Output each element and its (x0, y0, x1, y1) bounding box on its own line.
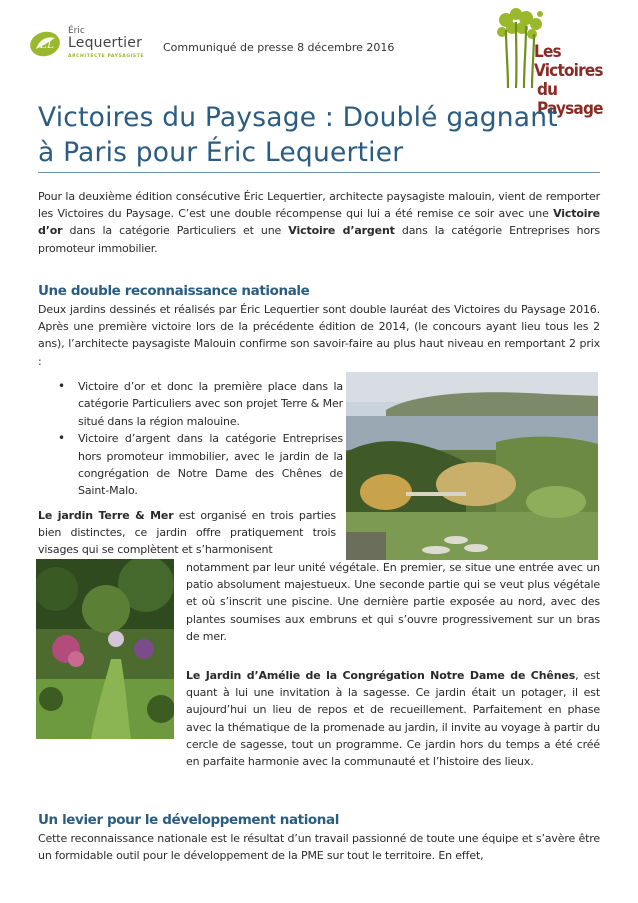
jardin-amelie-photo (36, 559, 174, 739)
logo-eric-text: Éric (68, 26, 85, 36)
lequertier-logo (28, 24, 153, 68)
svg-text:EL: EL (40, 40, 54, 51)
logo-subtitle: ARCHITECTE PAYSAGISTE (68, 54, 145, 59)
terre-et-mer-garden-photo (346, 372, 598, 560)
terre-et-mer-paragraph-cont: notamment par leur unité végétale. En premier, se situe une entrée avec un patio absolument majestueux. Une seconde partie qui se veut plus végétale et où s’inscrit une piscine. Une dernière partie exposée au nord, avec des plantes soumises aux embruns et qui s’ouvre progressivement sur un bras de mer. (186, 561, 600, 643)
victoires-du-paysage-logo (496, 8, 624, 119)
list-item: • Victoire d’argent dans la catégorie Entreprises hors promoteur immobilier, avec le jardin de la congrégation de Notre Dame des Chênes de Saint-Malo. (58, 430, 343, 500)
press-release-date: Communiqué de presse 8 décembre 2016 (163, 41, 395, 54)
logo-victoires-text: Les Victoires du Paysage (534, 42, 603, 119)
intro-paragraph: Pour la deuxième édition consécutive Éric Lequertier, architecte paysagiste malouin, vient de remporter les Victoires du Paysage. C’est une double récompense qui lui a été remise ce soir avec une Victoire d’or dans la catégorie Particuliers et une Victoire d’argent dans la catégorie Entreprises hors promoteur immobilier. (38, 190, 600, 255)
jardin-amelie-paragraph: Le Jardin d’Amélie de la Congrégation Notre Dame de Chênes, est quant à lui une invitation à la sagesse. Ce jardin était un potager, il est aujourd’hui un lieu de repos et de recueillement. Parfaitement en phase avec la thématique de la promenade au jardin, il invite au voyage à partir du cercle de sagesse, tout un programme. Ce jardin hors du temps a été créé en parfaite harmonie avec la communauté et l’histoire des lieux. (186, 669, 600, 769)
page-title: Victoires du Paysage : Doublé gagnant à Paris pour Éric Lequertier (38, 102, 558, 168)
leaf-logo-icon (28, 30, 62, 58)
prize-list (58, 378, 343, 500)
section1-paragraph: Deux jardins dessinés et réalisés par Éric Lequertier sont double lauréat des Victoires du Paysage 2016. Après une première victoire lors de la précédente édition de 2014, (le concours ayant lieu tous les 2 ans), l’architecte paysagiste Malouin confirme son savoir-faire au plus haut niveau en remportant 2 prix : (38, 303, 600, 368)
section2-paragraph: Cette reconnaissance nationale est le résultat d’un travail passionné de toute une équipe et s’avère être un formidable outil pour le développement de la PME sur tout le territoire. En effet, (38, 832, 600, 863)
list-item: • Victoire d’or et donc la première place dans la catégorie Particuliers avec son projet Terre & Mer situé dans la région malouine. (58, 378, 343, 430)
title-divider (38, 172, 600, 173)
section-heading-double-reconnaissance: Une double reconnaissance nationale (38, 283, 310, 299)
logo-name-text: Lequertier (68, 35, 143, 51)
terre-et-mer-paragraph-start: Le jardin Terre & Mer est organisé en trois parties bien distinctes, ce jardin offre pratiquement trois visages qui se complètent et s’harmonisent (38, 509, 336, 557)
section-heading-levier: Un levier pour le développement national (38, 812, 339, 828)
